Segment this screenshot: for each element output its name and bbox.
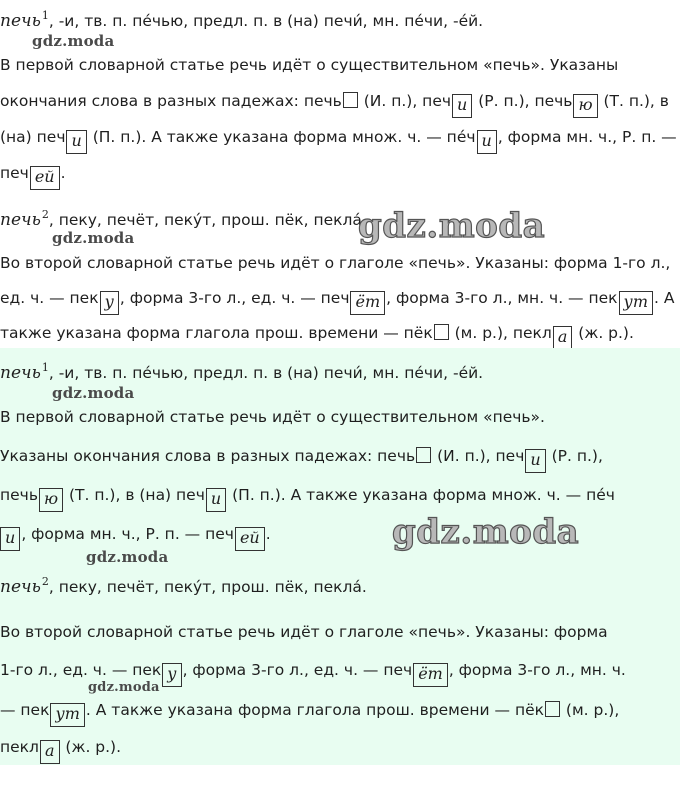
entry-1-header: печь$^1$, -и, тв. п. пе́чью, предл. п. в (на) печи́, мн. пе́чи, -е́й. bbox=[0, 9, 484, 31]
paragraph-line: — пек ут . А также указана форма глагола прош. времени — пёк (м. р.), bbox=[0, 700, 619, 727]
paragraph-line: и , форма мн. ч., Р. п. — печ ей . bbox=[0, 524, 271, 551]
ending-box: ут bbox=[50, 703, 84, 727]
empty-ending-box bbox=[343, 92, 358, 108]
watermark: gdz.moda bbox=[88, 680, 160, 695]
headword-1: печь$^1$ bbox=[0, 9, 49, 31]
watermark: gdz.moda bbox=[32, 32, 115, 50]
watermark: gdz.moda bbox=[86, 548, 169, 566]
ending-box: ей bbox=[30, 166, 60, 190]
ending-box: и bbox=[66, 130, 86, 154]
empty-ending-box bbox=[416, 447, 431, 463]
watermark: gdz.moda bbox=[52, 384, 135, 402]
paragraph-line: окончания слова в разных падежах: печь (И. п.), печ и (Р. п.), печь ю (Т. п.), в bbox=[0, 91, 669, 118]
ending-box: у bbox=[162, 663, 181, 687]
entry-2-header: печь$^2$, пеку, печёт, пеку́т, прош. пёк, пекла́. bbox=[0, 575, 367, 597]
ending-box: и bbox=[477, 130, 497, 154]
paragraph-line: 1-го л., ед. ч. — пек у , форма 3-го л., ед. ч. — печ ёт , форма 3-го л., мн. ч. bbox=[0, 660, 626, 687]
ending-box: и bbox=[452, 94, 472, 118]
paragraph-line: (на) печ и (П. п.). А также указана форма множ. ч. — пе́ч и , форма мн. ч., Р. п. — bbox=[0, 127, 677, 154]
ending-box: ю bbox=[573, 94, 597, 118]
paragraph-line: Во второй словарной статье речь идёт о глаголе «печь». Указаны: форма 1-го л., bbox=[0, 254, 671, 272]
paragraph-line: печ ей . bbox=[0, 163, 66, 190]
ending-box: ей bbox=[235, 527, 265, 551]
ending-box: и bbox=[525, 449, 545, 473]
paragraph-line: Указаны окончания слова в разных падежах: печь (И. п.), печ и (Р. п.), bbox=[0, 446, 603, 473]
paragraph-line: ед. ч. — пек у , форма 3-го л., ед. ч. — печ ёт , форма 3-го л., мн. ч. — пек ут . А bbox=[0, 288, 674, 315]
ending-box: ю bbox=[39, 488, 63, 512]
answer-section-1 bbox=[0, 0, 680, 348]
ending-box: ут bbox=[619, 291, 653, 315]
paragraph-line: В первой словарной статье речь идёт о существительном «печь». Указаны bbox=[0, 56, 619, 74]
empty-ending-box bbox=[434, 324, 449, 340]
ending-box: ёт bbox=[350, 291, 385, 315]
ending-box: а bbox=[40, 740, 60, 764]
answer-section-2 bbox=[0, 348, 680, 765]
entry-2-header: печь$^2$, пеку, печёт, пеку́т, прош. пёк, пекла́. bbox=[0, 208, 367, 230]
empty-ending-box bbox=[545, 701, 560, 717]
paragraph-line: Во второй словарной статье речь идёт о глаголе «печь». Указаны: форма bbox=[0, 623, 608, 641]
headword-2: печь$^2$ bbox=[0, 208, 49, 230]
watermark: gdz.moda bbox=[52, 229, 135, 247]
ending-box: у bbox=[100, 291, 119, 315]
headword-1: печь$^1$ bbox=[0, 361, 49, 383]
ending-box: и bbox=[0, 527, 20, 551]
entry-1-header: печь$^1$, -и, тв. п. пе́чью, предл. п. в (на) печи́, мн. пе́чи, -е́й. bbox=[0, 361, 484, 383]
paragraph-line: также указана форма глагола прош. времени — пёк (м. р.), пекл а (ж. р.). bbox=[0, 323, 634, 350]
paragraph-line: пекл а (ж. р.). bbox=[0, 737, 121, 764]
ending-box: а bbox=[553, 326, 573, 350]
paragraph-line: В первой словарной статье речь идёт о существительном «печь». bbox=[0, 408, 545, 426]
ending-box: ёт bbox=[413, 663, 448, 687]
watermark-large: gdz.moda bbox=[392, 512, 580, 552]
headword-2: печь$^2$ bbox=[0, 575, 49, 597]
ending-box: и bbox=[206, 488, 226, 512]
paragraph-line: печь ю (Т. п.), в (на) печ и (П. п.). А также указана форма множ. ч. — пе́ч bbox=[0, 485, 615, 512]
watermark-large: gdz.moda bbox=[358, 206, 546, 246]
